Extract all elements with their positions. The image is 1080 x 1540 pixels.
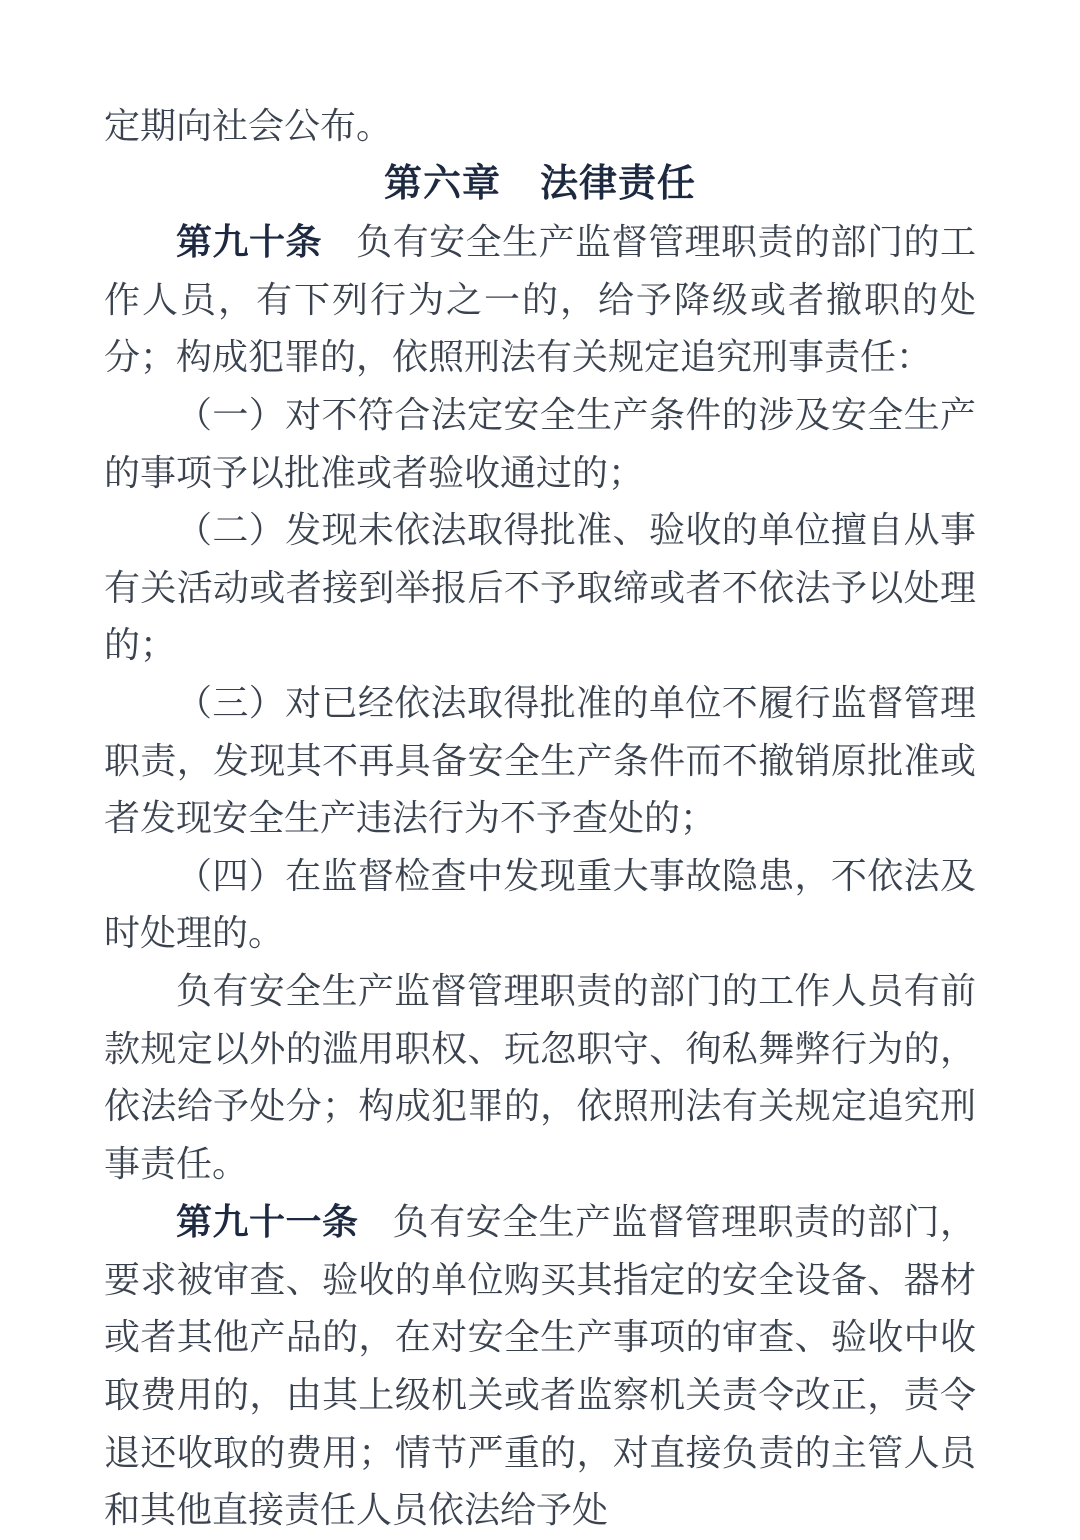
article-90-item-1: （一）对不符合法定安全生产条件的涉及安全生产的事项予以批准或者验收通过的； (104, 394, 976, 493)
article-90-lead-paragraph (104, 213, 976, 387)
article-91-lead-paragraph (104, 1193, 976, 1540)
article-90-closing-paragraph: 负有安全生产监督管理职责的部门的工作人员有前款规定以外的滥用职权、玩忽职守、徇私舞弊行为的，依法给予处分；构成犯罪的，依照刑法有关规定追究刑事责任。 (104, 970, 976, 1184)
article-91-number: 第九十一条 (176, 1201, 359, 1243)
chapter-heading: 第六章 法律责任 (383, 162, 696, 205)
document-content (104, 98, 976, 1540)
article-90-item-3: （三）对已经依法取得批准的单位不履行监督管理职责，发现其不再具备安全生产条件而不撤销原批准或者发现安全生产违法行为不予查处的； (104, 682, 976, 839)
article-90-item-4: （四）在监督检查中发现重大事故隐患，不依法及时处理的。 (104, 855, 976, 954)
article-90-item-2: （二）发现未依法取得批准、验收的单位擅自从事有关活动或者接到举报后不予取缔或者不依法予以处理的； (104, 510, 976, 666)
article-90-number: 第九十条 (176, 221, 322, 263)
paragraph-continuation: 定期向社会公布。 (104, 106, 393, 146)
article-91-lead-text: 负有安全生产监督管理职责的部门，要求被审查、验收的单位购买其指定的安全设备、器材或者其他产品的，在对安全生产事项的审查、验收中收取费用的，由其上级机关或者监察机关责令改正，责令退还收取的费用；情节严重的，对直接负责的主管人员和其他直接责任人员依法给予处 (104, 1202, 976, 1531)
article-90-lead-text: 负有安全生产监督管理职责的部门的工作人员，有下列行为之一的，给予降级或者撤职的处分；构成犯罪的，依照刑法有关规定追究刑事责任： (104, 222, 976, 378)
